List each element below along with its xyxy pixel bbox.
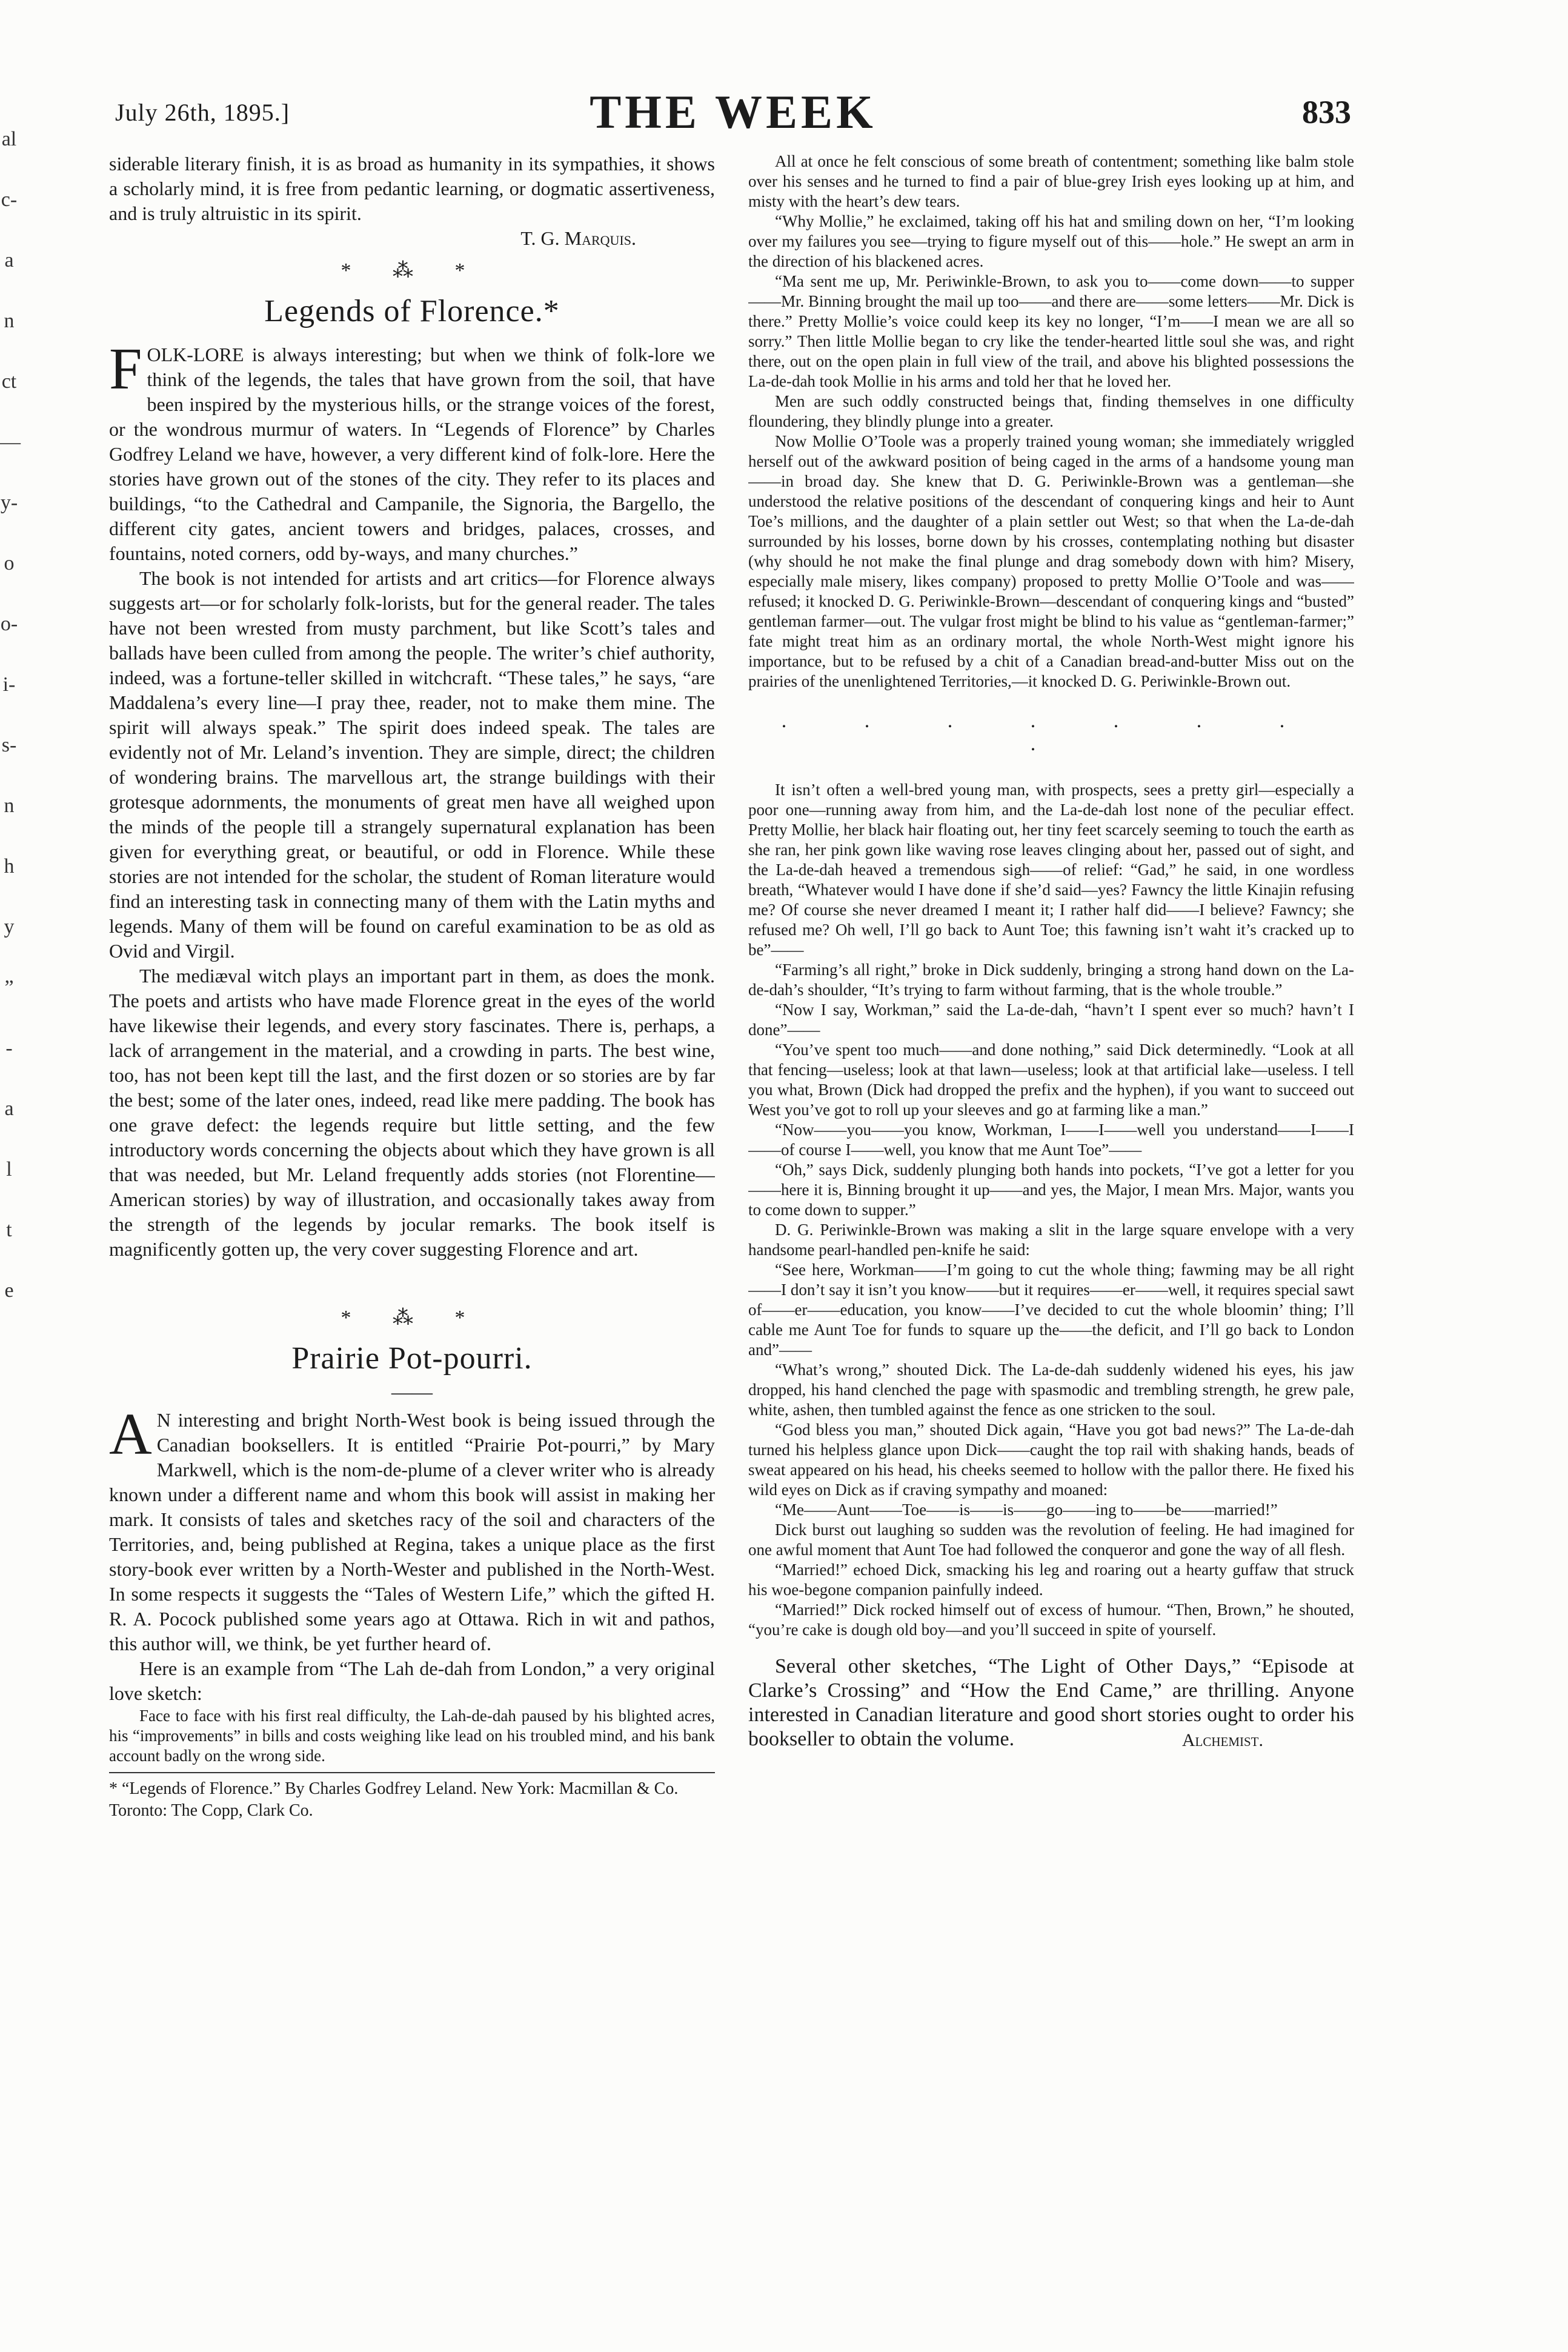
story-paragraph: “Why Mollie,” he exclaimed, taking off his hat and smiling down on her, “I’m looking over my failures you see—trying to figure myself out of this——hole.” He swept an arm in the direction of his blackened acres. — [748, 212, 1354, 270]
prairie-excerpt: Face to face with his first real difficulty, the Lah-de-dah paused by his blighted acres, his “improvements” in bills and costs weighing like lead on his troubled mind, and his bank account badly on the wrong side. — [109, 1707, 715, 1765]
legends-paragraph — [109, 336, 715, 566]
prairie-paragraph — [109, 1402, 715, 1656]
story-paragraph: “Married!” Dick rocked himself out of excess of humour. “Then, Brown,” he shouted, “you’re cake is dough old boy—and you’ll succeed in spite of yourself. — [748, 1601, 1354, 1639]
section-separator: * ⁂ * — [341, 1307, 483, 1329]
margin-fragment: c- — [1, 188, 18, 211]
article-title-legends: Legends of Florence.* — [264, 294, 560, 328]
story-paragraph: “Oh,” says Dick, suddenly plunging both hands into pockets, “I’ve got a letter for you——here it is, Binning brought it up——and yes, the Major, I mean Mrs. Major, wants you to come down to supper.” — [748, 1161, 1354, 1219]
article-title-prairie: Prairie Pot-pourri. — [291, 1341, 533, 1376]
margin-fragment: — — [0, 431, 21, 453]
margin-fragment: a — [4, 249, 14, 272]
drop-cap: F — [109, 336, 142, 402]
legends-paragraph: The mediæval witch plays an important part in them, as does the monk. The poets and artists who have made Florence great in the eyes of the world have likewise their legends, and every story fascinates. There is, perhaps, a lack of arrangement in the material, and a crowding in parts. The best wine, too, has not been kept till the last, and the first dozen or so stories are by far the best; some of the later ones, indeed, read like mere padding. The book has one grave defect: the legends require but little setting, and the few introductory words concerning the objects about which they have grown is all that was needed, but Mr. Leland frequently adds stories (not Florentine—American stories) by way of illustration, and occasionally takes away from the strength of the legends by jocular remarks. The book itself is magnificently gotten up, the very cover suggesting Florence and art. — [109, 965, 715, 1260]
story-paragraph: “See here, Workman——I’m going to cut the whole thing; fawming may be all right——I don’t say it isn’t you know——but it requires——er——well, it requires special sawt of——er——education, you know——I’ve decided to cut the whole bloomin’ thing; I’ll cable me Aunt Toe for funds to square up the——the deficit, and I’ll go back to London and”—— — [748, 1261, 1354, 1359]
story-paragraph: Men are such oddly constructed beings that, finding themselves in one difficulty floundering, they blindly plunge into a greater. — [748, 392, 1354, 430]
story-paragraph: Now Mollie O’Toole was a properly trained young woman; she immediately wriggled herself out of the awkward position of being caged in the arms of a handsome young man——in broad day. She knew that D. G. Periwinkle-Brown was a gentleman—she understood the relative positions of the descendant of conquering kings and heir to Aunt Toe’s millions, and the daughter of a plain settler out West; so that when the La-de-dah surrounded by his losses, borne down by his crosses, contemplating nothing but disaster (why should he not make the final plunge and drag somebody down with him? Misery, especially male misery, likes company) proposed to pretty Mollie O’Toole and was——refused; it knocked D. G. Periwinkle-Brown—descendant of conquering kings and “busted” gentleman farmer—out. The vulgar frost might be blind to his value as “gentleman-farmer;” fate might treat him as an ordinary mortal, the whole North-West might ignore his importance, but to be refused by a chit of a Canadian bread-and-butter Miss out on the prairies of the unenlightened Territories,—it knocked D. G. Periwinkle-Brown out. — [748, 432, 1354, 690]
story-paragraph: “Ma sent me up, Mr. Periwinkle-Brown, to ask you to——come down——to supper——Mr. Binning brought the mail up too——and there are——some letters——Mr. Dick is there.” Pretty Mollie’s voice could keep its key no longer, “I’m——I mean we are all so sorry.” Then little Mollie began to cry like the tender-hearted little soul she was, and right there, out on the open plain in full view of the trail, and above his blighted possessions the La-de-dah took Mollie in his arms and told her that he loved her. — [748, 272, 1354, 390]
margin-fragment: n — [4, 310, 15, 332]
margin-fragment: al — [1, 128, 17, 150]
paragraph-text: N interesting and bright North-West book is being issued through the Canadian booksellers. It is entitled “Prairie Pot-pourri,” by Mary Markwell, which is the nom-de-plume of a clever writer who is already known under a different name and whom this book will assist in making her mark. It consists of tales and sketches racy of the soil and characters of the Territories, and, being published at Regina, takes a unique place as the first story-book ever written by a North-Wester and published in the North-West. In some respects it suggests the “Tales of Western Life,” which the gifted H. R. A. Pocock published some years ago at Ottawa. Rich in wit and pathos, this author will, we think, be yet further heard of. — [109, 1409, 715, 1654]
margin-fragment: y — [4, 916, 15, 938]
left-margin-fragments — [0, 103, 21, 1315]
closing-paragraph: Several other sketches, “The Light of Other Days,” “Episode at Clarke’s Crossing” and “How the End Came,” are thrilling. Anyone interested in Canadian literature and good short stories ought to order his bookseller to obtain the volume. — [748, 1655, 1354, 1750]
story-paragraph: Dick burst out laughing so sudden was the revolution of feeling. He had imagined for one awful moment that Aunt Toe had followed the conqueror and gone the way of all flesh. — [748, 1521, 1354, 1559]
issue-date: July 26th, 1895.] — [115, 99, 290, 126]
prairie-paragraph: Here is an example from “The Lah de-dah from London,” a very original love sketch: — [109, 1657, 715, 1704]
margin-fragment: n — [4, 795, 15, 817]
margin-fragment: o- — [0, 613, 18, 635]
spacer — [109, 1262, 715, 1298]
margin-fragment: e — [4, 1279, 14, 1302]
review-signature: T. G. Marquis. — [520, 227, 636, 249]
left-column — [109, 152, 715, 2297]
section-dots: . . . . . . . . — [781, 710, 1321, 755]
paragraph-text: OLK-LORE is always interesting; but when we think of folk-lore we think of the legends, the tales that have grown from the soil, that have been inspired by the mysterious hills, or the strange voices of the forest, or the wondrous murmur of waters. In “Legends of Florence” by Charles Godfrey Leland we have, however, a very different kind of folk-lore. Here the stories have grown out of the stones of the city. They refer to its places and buildings, “to the Cathedral and Campanile, the Signoria, the Bargello, the different city gates, ancient towers and bridges, palaces, crosses, and fountains, noted corners, odd by-ways, and many churches.” — [109, 344, 715, 564]
story-paragraph: “Now——you——you know, Workman, I——I——well you understand——I——I——of course I——well, you know that me Aunt Toe”—— — [748, 1121, 1354, 1159]
story-paragraph: “You’ve spent too much——and done nothing,” said Dick determinedly. “Look at all that fencing—useless; look at that lawn—useless; look at that artificial lake—useless. I tell you what, Brown (Dick had dropped the prefix and the hyphen), if you want to succeed out West you’ve got to roll up your sleeves and go at farming like a man.” — [748, 1041, 1354, 1119]
title-rule: —— — [391, 1381, 433, 1404]
margin-fragment: ” — [4, 976, 14, 999]
margin-fragment: s- — [1, 734, 17, 756]
story-paragraph: “Now I say, Workman,” said the La-de-dah, “havn’t I spent ever so much? havn’t I done”—— — [748, 1001, 1354, 1039]
story-paragraph: “Me——Aunt——Toe——is——is——go——ing to——be——married!” — [775, 1501, 1278, 1519]
margin-fragment: y- — [0, 491, 18, 514]
drop-cap: A — [109, 1402, 152, 1467]
masthead-title: THE WEEK — [590, 85, 877, 138]
page-number: 833 — [1302, 94, 1351, 130]
margin-fragment: - — [5, 1037, 13, 1059]
story-paragraph: “Married!” echoed Dick, smacking his leg and roaring out a hearty guffaw that struck his woe-begone companion painfully indeed. — [748, 1561, 1354, 1599]
closing-signature: Alchemist. — [1181, 1730, 1263, 1750]
footnote: * “Legends of Florence.” By Charles Godfrey Leland. New York: Macmillan & Co. Toronto: The Copp, Clark Co. — [109, 1772, 715, 1822]
continued-review-text: siderable literary finish, it is as broad as humanity in its sympathies, it shows a scholarly mind, it is free from pedantic learning, or dogmatic assertiveness, and is truly altruistic in its spirit. — [109, 153, 715, 224]
legends-paragraph: The book is not intended for artists and art critics—for Florence always suggests art—or for scholarly folk-lorists, but for the general reader. The tales have not been wrested from musty parchment, but like Scott’s tales and ballads have been culled from among the people. The writer’s chief authority, indeed, was a fortune-teller skilled in witchcraft. “These tales,” he says, “are Maddalena’s every line—I pray thee, reader, not to make them mine. The spirit will always speak.” The spirit does indeed speak. The tales are evidently not of Mr. Leland’s invention. They are simple, direct; the children of wondering brains. The marvellous art, the strange buildings with their grotesque adornments, the monuments of great men have all weighed upon the minds of the people till a strangely supernatural explanation has been given for everything great, or beautiful, or odd in Florence. While these stories are not intended for the scholar, the student of Roman literature would find an interesting task in connecting many of them with the Latin myths and legends. Many of them will be found on careful examination to be as old as Ovid and Virgil. — [109, 567, 715, 962]
section-separator: * ⁂ * — [341, 259, 483, 282]
story-paragraph: “God bless you man,” shouted Dick again, “Have you got bad news?” The La-de-dah turned his helpless glance upon Dick——caught the top rail with shaking hands, beads of sweat appeared on his head, his cheeks seemed to hollow with the pallor there. He fixed his wild eyes on Dick as if craving sympathy and moaned: — [748, 1421, 1354, 1499]
margin-fragment: ct — [1, 370, 17, 393]
story-paragraph: “What’s wrong,” shouted Dick. The La-de-dah suddenly widened his eyes, his jaw dropped, his hand clenched the page with spasmodic and trembling strength, he grew pale, white, ashen, then tumbled against the fence as one stricken to the soul. — [748, 1361, 1354, 1419]
margin-fragment: a — [4, 1098, 14, 1120]
margin-fragment: i- — [2, 673, 16, 696]
margin-fragment: l — [6, 1158, 12, 1181]
story-paragraph: D. G. Periwinkle-Brown was making a slit in the large square envelope with a very handsome pearl-handled pen-knife he said: — [748, 1221, 1354, 1259]
story-paragraph: It isn’t often a well-bred young man, with prospects, sees a pretty girl—especially a poor one—running away from him, and the La-de-dah lost none of the peculiar effect. Pretty Mollie, her black hair floating out, her tiny feet scarcely seeming to touch the earth as she ran, her pink gown like waving rose leaves clinging about her, passed out of sight, and the La-de-dah heaved a tremendous sigh——of relief: “Gad,” he said, in one wordless breath, “Whatever would I have done if she’d said—yes? Fawncy the little Kinajin refusing me? Of course she never dreamed I meant it; I rather half did——I believe? Fawncy; she refused me? Oh well, I’ll go back to Aunt Toe; this fawning isn’t waht it’s cracked up to be”—— — [748, 781, 1354, 959]
margin-fragment: t — [6, 1219, 12, 1241]
page-header — [115, 85, 1351, 139]
right-column — [748, 152, 1354, 2297]
margin-fragment: h — [4, 855, 15, 878]
margin-fragment: o — [4, 552, 15, 575]
story-paragraph: “Farming’s all right,” broke in Dick suddenly, bringing a strong hand down on the La-de-dah’s shoulder, “It’s trying to farm without farming, that is the whole trouble.” — [748, 961, 1354, 999]
story-paragraph: All at once he felt conscious of some breath of contentment; something like balm stole over his senses and he turned to find a pair of blue-grey Irish eyes looking up at him, and misty with the heart’s dew tears. — [748, 152, 1354, 210]
